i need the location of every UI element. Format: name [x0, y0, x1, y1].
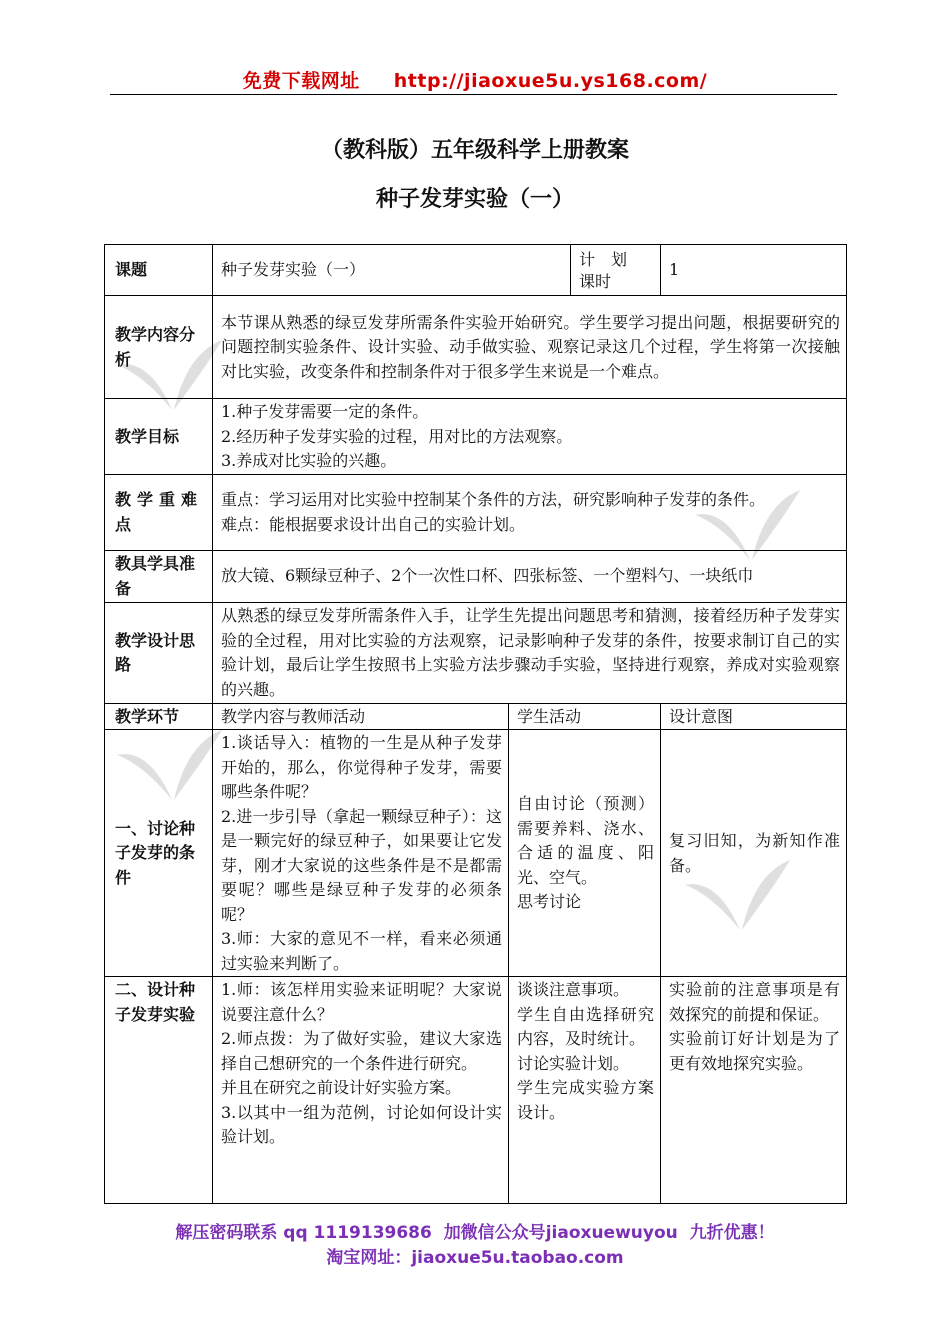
footer-wechat-label: 加微信公众号 — [443, 1223, 546, 1243]
column-header-stage: 教学环节 — [105, 703, 213, 730]
materials-label: 教具学具准备 — [105, 550, 213, 602]
column-header-teacher: 教学内容与教师活动 — [213, 703, 509, 730]
column-header-student: 学生活动 — [509, 703, 661, 730]
teacher-activity-item: 1.谈话导入：植物的一生是从种子发芽开始的，那么，你觉得种子发芽，需要哪些条件呢？ — [221, 733, 502, 801]
intent-cell — [661, 730, 847, 977]
intent-item: 复习旧知，为新知作准备。 — [669, 831, 841, 875]
goal-item: 1.种子发芽需要一定的条件。 — [221, 402, 429, 421]
teacher-activity-cell — [213, 730, 509, 977]
student-activity-item: 学生完成实验方案设计。 — [517, 1078, 655, 1122]
footer-shop-label: 淘宝网址： — [326, 1248, 412, 1268]
materials-text: 放大镜、6颗绿豆种子、2个一次性口杯、四张标签、一个塑料勺、一块纸巾 — [213, 550, 847, 602]
intent-cell — [661, 977, 847, 1204]
goals-cell — [213, 399, 847, 475]
footer-shop-line — [0, 1243, 950, 1268]
teacher-activity-item: 2.师点拨：为了做好实验，建议大家选择自己想研究的一个条件进行研究。 — [221, 1029, 502, 1073]
design-label: 教学设计思路 — [105, 602, 213, 703]
content-text: 本节课从熟悉的绿豆发芽所需条件实验开始研究。学生要学习提出问题，根据要研究的问题控制实验条件、设计实验、动手做实验、观察记录这几个过程，学生将第一次接触对比实验，改变条件和控制条件对于很多学生来说是一个难点。 — [213, 296, 847, 399]
hours-label-line2: 课时 — [579, 271, 612, 291]
intent-item: 实验前订好计划是为了更有效地探究实验。 — [669, 1029, 841, 1073]
keypoints-cell — [213, 474, 847, 550]
document-title: （教科版）五年级科学上册教案 — [320, 138, 629, 163]
column-header-intent: 设计意图 — [661, 703, 847, 730]
goals-label: 教学目标 — [105, 399, 213, 475]
header-divider — [110, 94, 837, 95]
teacher-activity-item: 3.以其中一组为范例，讨论如何设计实验计划。 — [221, 1102, 502, 1146]
header-download-link[interactable] — [0, 66, 950, 93]
footer-qq: qq 1119139686 — [283, 1223, 432, 1243]
footer-discount: 九折优惠！ — [689, 1223, 775, 1243]
content-label: 教学内容分析 — [105, 296, 213, 399]
teacher-activity-item: 并且在研究之前设计好实验方案。 — [221, 1078, 462, 1097]
topic-label: 课题 — [105, 245, 213, 296]
intent-item: 实验前的注意事项是有效探究的前提和保证。 — [669, 980, 841, 1024]
student-activity-cell — [509, 730, 661, 977]
document-subtitle: 种子发芽实验（一） — [375, 187, 574, 212]
design-text: 从熟悉的绿豆发芽所需条件入手，让学生先提出问题思考和猜测，接着经历种子发芽实验的全过程，用对比实验的方法观察，记录影响种子发芽的条件，按要求制订自己的实验计划，最后让学生按照书上实验方法步骤动手实验，坚持进行观察，养成对实验观察的兴趣。 — [213, 602, 847, 703]
student-activity-item: 思考讨论 — [517, 892, 582, 912]
footer-wechat-account: jiaoxuewuyou — [545, 1223, 678, 1243]
lesson-plan-table — [104, 244, 847, 1204]
student-activity-item: 讨论实验计划。 — [517, 1053, 630, 1073]
keypoints-label: 教学重难点 — [105, 474, 213, 550]
goal-item: 3.养成对比实验的兴趣。 — [221, 451, 397, 470]
footer-shop-url[interactable]: jiaoxue5u.taobao.com — [411, 1248, 624, 1268]
hours-label-line1: 计 划 — [579, 249, 628, 269]
footer-prefix: 解压密码联系 — [175, 1223, 278, 1243]
topic-value: 种子发芽实验（一） — [213, 245, 571, 296]
keypoint-item: 难点：能根据要求设计出自己的实验计划。 — [221, 514, 526, 534]
header-label: 免费下载网址 — [242, 70, 360, 92]
stage-cell: 二、设计种子发芽实验 — [105, 977, 213, 1204]
goal-item: 2.经历种子发芽实验的过程，用对比的方法观察。 — [221, 426, 573, 446]
student-activity-item: 谈谈注意事项。 — [517, 980, 630, 999]
student-activity-item: 自由讨论（预测）需要养料、浇水、合适的温度、阳光、空气。 — [517, 794, 655, 887]
header-url[interactable]: http://jiaoxue5u.ys168.com/ — [393, 70, 708, 92]
student-activity-item: 学生自由选择研究内容，及时统计。 — [517, 1004, 655, 1048]
teacher-activity-item: 3.师：大家的意见不一样，看来必须通过实验来判断了。 — [221, 929, 502, 973]
hours-label — [571, 245, 661, 296]
teacher-activity-cell — [213, 977, 509, 1204]
hours-value: 1 — [661, 245, 847, 296]
teacher-activity-item: 2.进一步引导（拿起一颗绿豆种子）：这是一颗完好的绿豆种子，如果要让它发芽，刚才大家说的这些条件是不是都需要呢？哪些是绿豆种子发芽的必须条呢？ — [221, 806, 502, 924]
teacher-activity-item: 1.师：该怎样用实验来证明呢？大家说说要注意什么？ — [221, 980, 502, 1024]
student-activity-cell — [509, 977, 661, 1204]
keypoint-item: 重点：学习运用对比实验中控制某个条件的方法，研究影响种子发芽的条件。 — [221, 490, 766, 509]
stage-cell: 一、讨论种子发芽的条件 — [105, 730, 213, 977]
footer-contact-line — [0, 1218, 950, 1243]
